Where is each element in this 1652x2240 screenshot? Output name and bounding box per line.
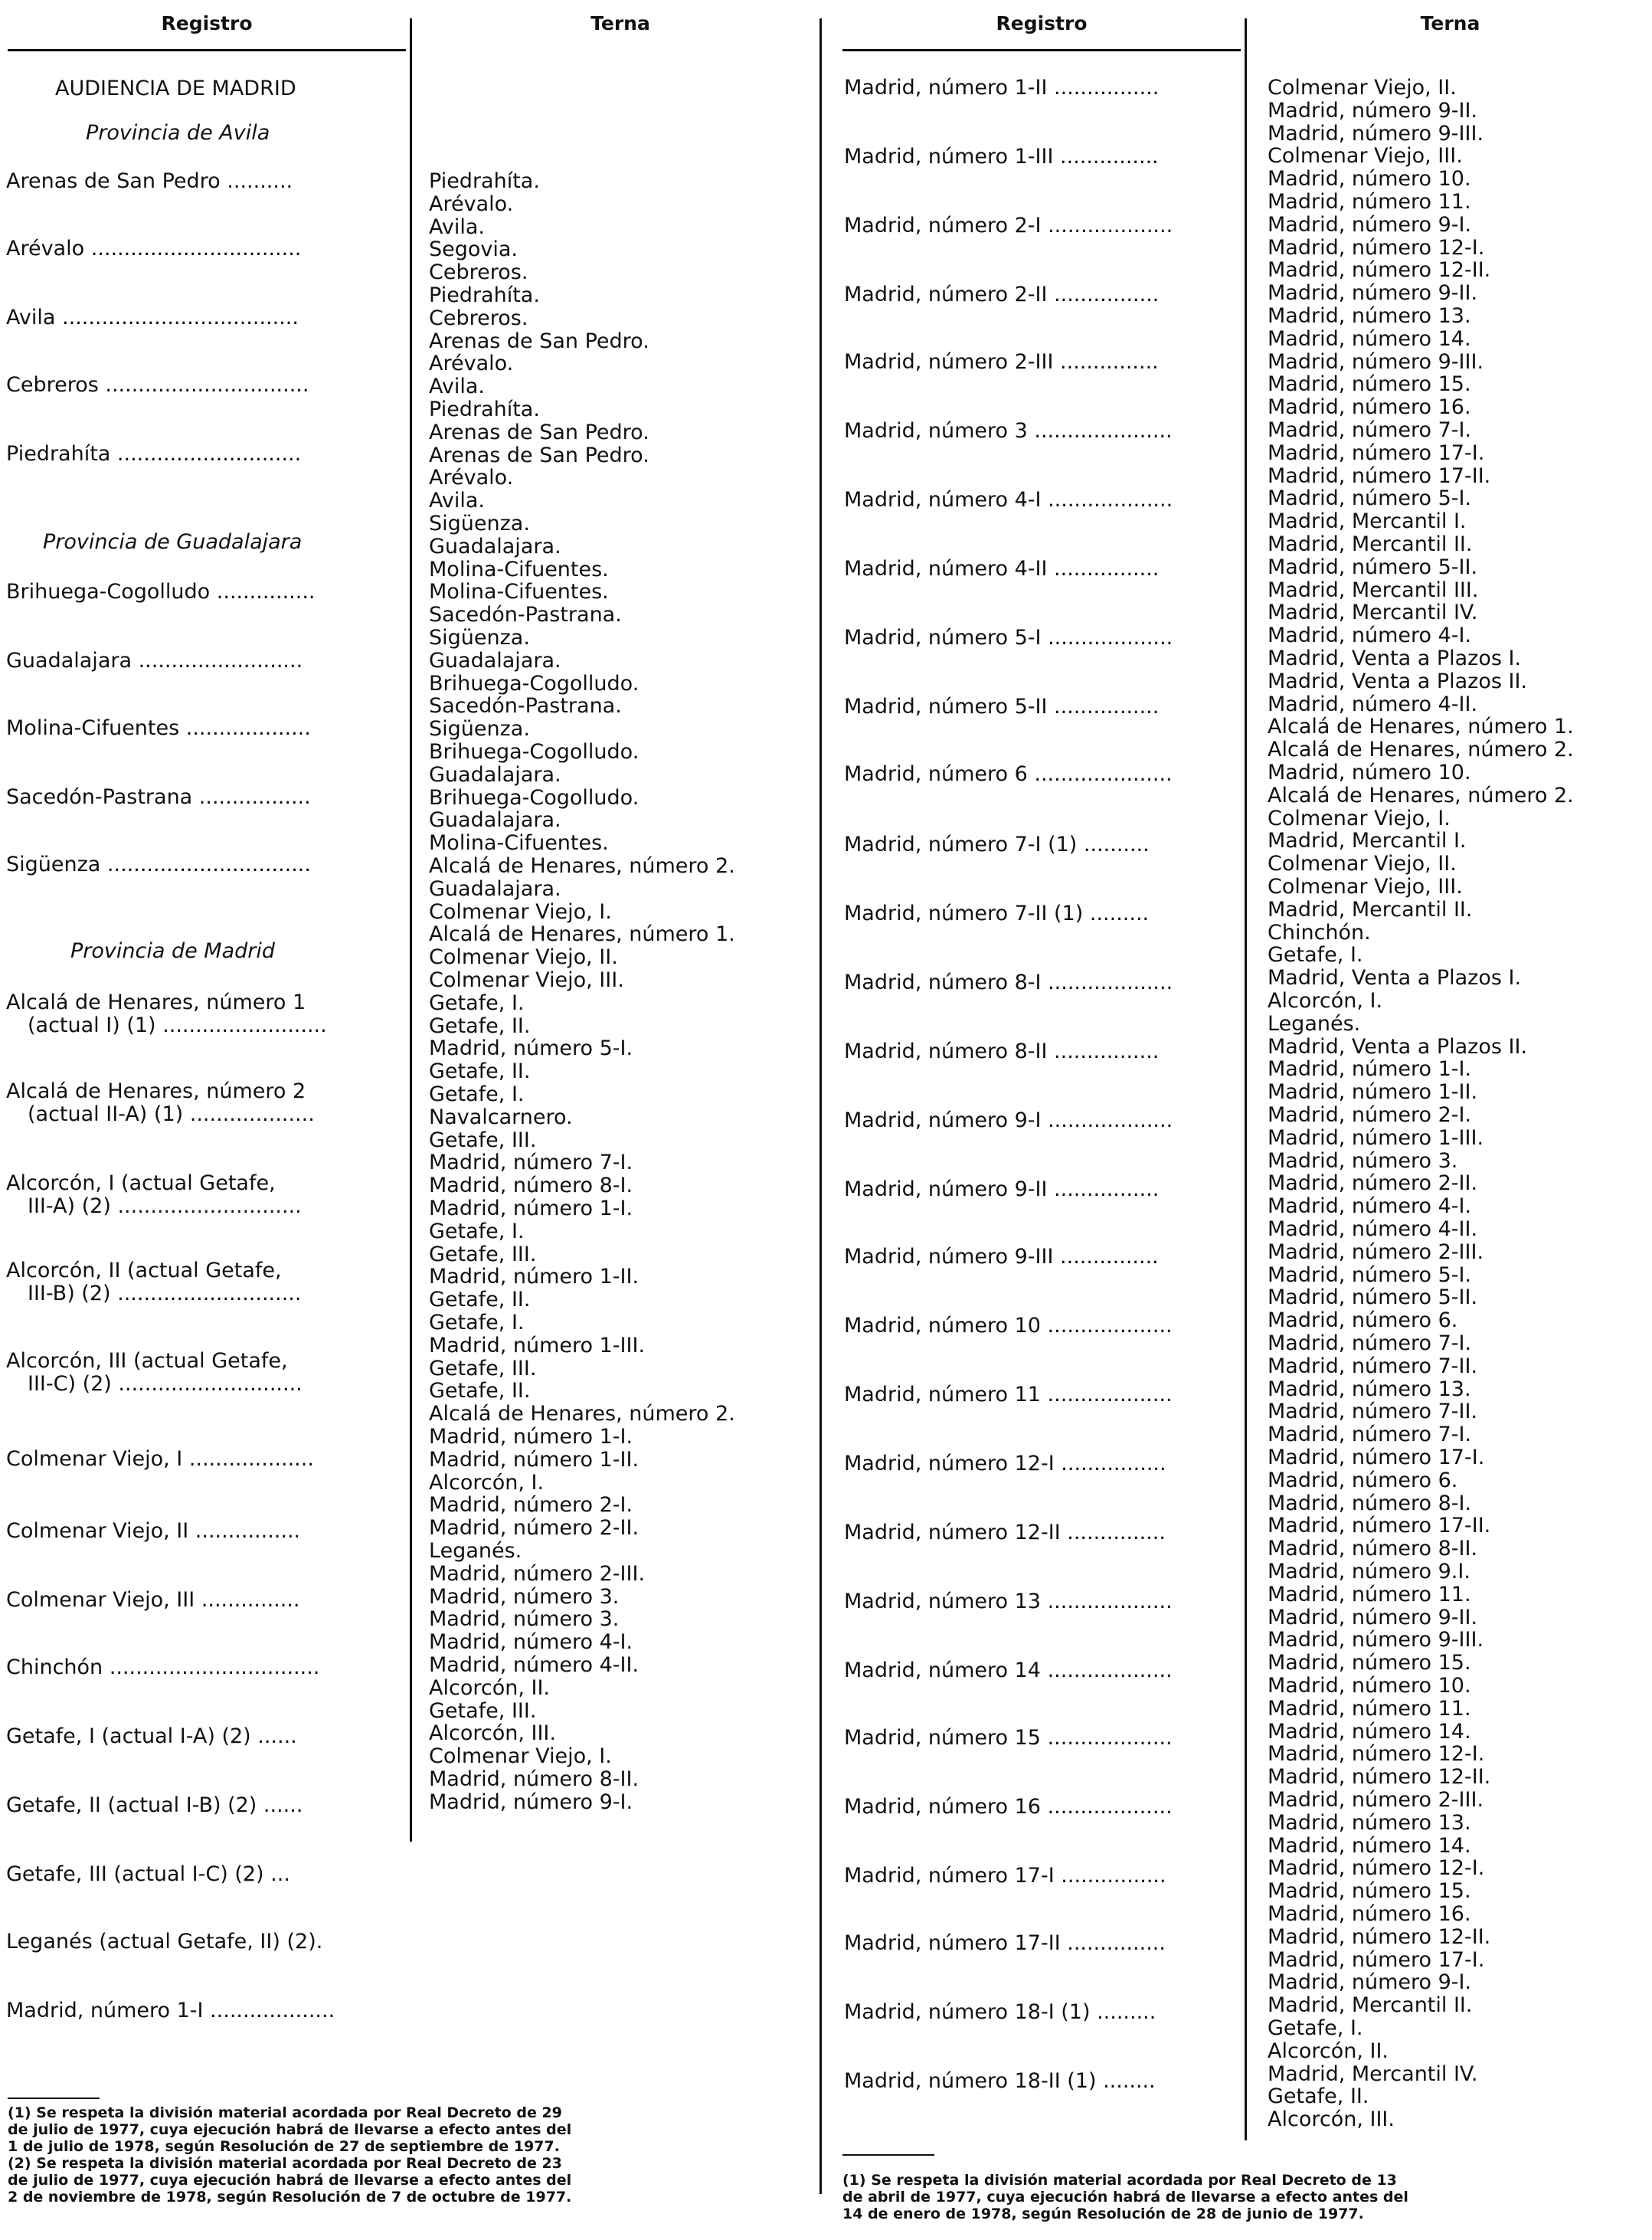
terna-line: Madrid, número 12-II.: [1268, 1765, 1491, 1790]
terna-line: Getafe, I.: [1268, 943, 1363, 968]
terna-line: Madrid, número 11.: [1268, 1582, 1471, 1606]
terna-line: Colmenar Viejo, I.: [1268, 806, 1451, 830]
terna-line: Madrid, número 3.: [429, 1584, 620, 1609]
registro-entry: [844, 833, 1150, 856]
registro-entry: [6, 853, 311, 876]
registro-entry: [6, 170, 293, 193]
registro-line: Madrid, número 1-II ................: [844, 76, 1160, 100]
terna-line: Madrid, número 1-III.: [1268, 1125, 1484, 1150]
registro-entry: [6, 443, 301, 466]
audiencia-title: AUDIENCIA DE MADRID: [55, 77, 296, 100]
registro-entry: [6, 306, 299, 329]
terna-line: Alcorcón, II.: [429, 1675, 550, 1700]
registro-entry: [844, 1796, 1173, 1819]
registro-line: Chinchón ................................: [6, 1655, 320, 1679]
terna-line: Madrid, número 2-II.: [1268, 1171, 1478, 1196]
terna-line: Getafe, III.: [429, 1128, 537, 1152]
column-divider-3: [1245, 18, 1247, 2140]
terna-line: Madrid, número 9-I.: [1268, 1970, 1472, 1995]
terna-line: Brihuega-Cogolludo.: [429, 785, 640, 810]
province-heading-avila: Provincia de Avila: [86, 121, 270, 145]
terna-line: Getafe, I.: [429, 1311, 525, 1335]
registro-line: Arenas de San Pedro ..........: [6, 169, 293, 193]
terna-line: Madrid, número 12-I.: [1268, 235, 1485, 260]
terna-line: Madrid, número 4-I.: [1268, 1194, 1472, 1219]
terna-line: Madrid, número 14.: [1268, 1833, 1471, 1858]
registro-line: Alcorcón, I (actual Getafe,: [6, 1171, 276, 1195]
terna-line: Madrid, número 15.: [1268, 1879, 1471, 1904]
footnote-line: (2) Se respeta la división material acordada por Real Decreto de 23: [8, 2155, 562, 2172]
footnote-line: 2 de noviembre de 1978, según Resolución de 7 de octubre de 1977.: [8, 2189, 572, 2206]
registro-entry: [6, 374, 309, 397]
terna-line: Sacedón-Pastrana.: [429, 694, 622, 719]
terna-line: Madrid, número 10.: [1268, 167, 1471, 192]
registro-line: Brihuega-Cogolludo ...............: [6, 580, 316, 604]
terna-line: Colmenar Viejo, I.: [429, 899, 612, 924]
terna-line: Getafe, II.: [429, 1059, 531, 1084]
terna-line: Madrid, número 6.: [1268, 1468, 1458, 1492]
terna-line: Getafe, II.: [429, 1379, 531, 1403]
registro-line: Madrid, número 13 ...................: [844, 1590, 1173, 1613]
registro-line: Madrid, número 2-III ...............: [844, 350, 1159, 374]
terna-line: Alcalá de Henares, número 1.: [1268, 715, 1574, 739]
terna-line: Madrid, número 1-III.: [429, 1333, 646, 1357]
terna-line: Getafe, III.: [429, 1698, 537, 1723]
registro-line: Madrid, número 7-II (1) .........: [844, 902, 1150, 925]
terna-line: Alcorcón, III.: [429, 1721, 556, 1746]
terna-line: Madrid, número 7-I.: [1268, 1331, 1472, 1355]
registro-line: Madrid, número 9-I ...................: [844, 1109, 1173, 1132]
registro-line: Madrid, número 17-I ................: [844, 1864, 1166, 1888]
terna-line: Brihuega-Cogolludo.: [429, 740, 640, 764]
registro-line: Madrid, número 8-II ................: [844, 1040, 1160, 1063]
registro-entry: [6, 1350, 303, 1396]
terna-line: Madrid, número 14.: [1268, 1719, 1471, 1744]
terna-line: Guadalajara.: [429, 876, 561, 901]
terna-line: Madrid, número 17-I.: [1268, 1947, 1485, 1972]
registro-line: Madrid, número 15 ...................: [844, 1726, 1173, 1750]
terna-line: Madrid, número 1-I.: [429, 1197, 633, 1220]
terna-line: Madrid, Mercantil II.: [1268, 532, 1473, 556]
registro-entry: [6, 1794, 303, 1817]
registro-line: Madrid, número 12-I ................: [844, 1452, 1166, 1475]
registro-line: Madrid, número 10 ...................: [844, 1314, 1173, 1338]
registro-line: Madrid, número 18-I (1) .........: [844, 2000, 1156, 2024]
terna-line: Madrid, número 9-III.: [1268, 121, 1484, 146]
terna-line: Getafe, II.: [429, 1014, 531, 1038]
terna-line: Piedrahíta.: [429, 169, 540, 193]
terna-line: Colmenar Viejo, I.: [429, 1744, 612, 1769]
footnote-line: de julio de 1977, cuya ejecución habrá de llevarse a efecto antes del: [8, 2172, 572, 2189]
footnote-line: 1 de julio de 1978, según Resolución de 27 de septiembre de 1977.: [8, 2138, 560, 2155]
registro-entry: [6, 1931, 322, 1953]
terna-line: Madrid, número 2-I.: [1268, 1103, 1472, 1127]
terna-line: Madrid, número 17-II.: [1268, 463, 1491, 488]
terna-line: Alcalá de Henares, número 2.: [1268, 738, 1574, 762]
terna-line: Madrid, número 2-II.: [429, 1516, 640, 1541]
terna-line: Madrid, Venta a Plazos I.: [1268, 647, 1522, 670]
terna-line: Madrid, número 1-II.: [429, 1265, 640, 1289]
terna-line: Madrid, número 8-II.: [1268, 1537, 1478, 1561]
registro-entry: [844, 1178, 1159, 1201]
terna-line: Colmenar Viejo, III.: [429, 968, 624, 992]
terna-line: Madrid, Venta a Plazos II.: [1268, 669, 1528, 693]
registro-line: Colmenar Viejo, III ...............: [6, 1588, 300, 1612]
left-registro-header: Registro: [161, 12, 253, 34]
registro-line: Madrid, número 18-II (1) ........: [844, 2069, 1156, 2093]
registro-entry: [844, 2070, 1156, 2093]
terna-line: Getafe, I.: [429, 1219, 525, 1243]
header-rule-left: [8, 49, 406, 51]
terna-line: Madrid, número 9-I.: [1268, 212, 1472, 237]
registro-line: Madrid, número 9-III ...............: [844, 1245, 1159, 1269]
registro-line: Madrid, número 9-II ................: [844, 1177, 1160, 1201]
terna-line: Madrid, Mercantil I.: [1268, 829, 1467, 853]
terna-line: Madrid, número 2-III.: [429, 1561, 646, 1586]
terna-line: Alcalá de Henares, número 2.: [429, 854, 735, 878]
terna-line: Arévalo.: [429, 466, 514, 490]
terna-line: Madrid, número 17-II.: [1268, 1514, 1491, 1538]
terna-line: Madrid, número 5-I.: [429, 1036, 633, 1061]
terna-line: Getafe, I.: [429, 1082, 525, 1106]
terna-line: Arévalo.: [429, 192, 514, 216]
registro-line: III-C) (2) ............................: [28, 1372, 303, 1396]
registro-entry: [844, 1246, 1159, 1269]
registro-line: Madrid, número 5-II ................: [844, 695, 1160, 719]
registro-line: Madrid, número 11 ...................: [844, 1383, 1173, 1407]
terna-line: Madrid, número 7-II.: [1268, 1354, 1478, 1378]
terna-line: Madrid, número 3.: [429, 1607, 620, 1632]
terna-line: Colmenar Viejo, III.: [1268, 144, 1463, 169]
header-rule-right: [842, 49, 1241, 51]
terna-line: Molina-Cifuentes.: [429, 580, 609, 604]
registro-line: Madrid, número 16 ...................: [844, 1795, 1173, 1819]
registro-line: Sigüenza ...............................: [6, 853, 311, 876]
registro-line: Madrid, número 4-II ................: [844, 557, 1160, 581]
terna-line: Madrid, número 7-I.: [1268, 1423, 1472, 1447]
registro-entry: [844, 902, 1149, 925]
terna-line: Madrid, número 9-I.: [429, 1790, 633, 1814]
terna-line: Madrid, número 11.: [1268, 1696, 1471, 1721]
province-heading-madrid: Provincia de Madrid: [70, 939, 276, 963]
registro-entry: [844, 1315, 1173, 1338]
terna-line: Madrid, número 1-II.: [1268, 1080, 1478, 1105]
registro-entry: [844, 971, 1173, 994]
terna-line: Madrid, número 8-II.: [429, 1767, 640, 1791]
terna-line: Madrid, número 13.: [1268, 1810, 1471, 1835]
registro-entry: [844, 1932, 1166, 1955]
terna-line: Madrid, número 9-II.: [1268, 281, 1478, 306]
terna-line: Getafe, I.: [429, 991, 525, 1015]
registro-line: Getafe, I (actual I-A) (2) ......: [6, 1724, 297, 1748]
registro-entry: [6, 991, 327, 1037]
registro-entry: [6, 1172, 302, 1218]
terna-line: Madrid, Mercantil II.: [1268, 897, 1473, 922]
registro-line: Madrid, número 6 .....................: [844, 762, 1173, 786]
terna-line: Madrid, Mercantil IV.: [1268, 601, 1478, 625]
terna-line: Madrid, número 5-II.: [1268, 555, 1478, 579]
terna-line: Getafe, III.: [429, 1242, 537, 1266]
terna-line: Molina-Cifuentes.: [429, 831, 609, 856]
registro-entry: [844, 283, 1159, 306]
registro-entry: [6, 1725, 297, 1748]
terna-line: Getafe, II.: [1268, 2084, 1369, 2109]
terna-line: Colmenar Viejo, II.: [429, 945, 618, 970]
registro-line: (actual II-A) (1) ...................: [28, 1102, 315, 1126]
registro-line: Madrid, número 3 .....................: [844, 419, 1173, 443]
terna-line: Madrid, número 16.: [1268, 1902, 1471, 1926]
registro-entry: [844, 77, 1159, 100]
terna-line: Madrid, número 4-II.: [1268, 692, 1478, 716]
registro-entry: [6, 1863, 290, 1886]
terna-line: Madrid, número 13.: [1268, 1377, 1471, 1401]
registro-entry: [844, 627, 1173, 650]
terna-line: Colmenar Viejo, III.: [1268, 875, 1463, 899]
registro-entry: [844, 1109, 1173, 1132]
terna-line: Madrid, número 5-I.: [1268, 486, 1472, 511]
terna-line: Madrid, número 12-II.: [1268, 258, 1491, 283]
terna-line: Madrid, número 8-I.: [429, 1174, 633, 1198]
registro-entry: [844, 558, 1159, 581]
terna-line: Madrid, número 1-I.: [429, 1425, 633, 1449]
registro-entry: [6, 1999, 335, 2022]
registro-line: Getafe, III (actual I-C) (2) ...: [6, 1862, 290, 1886]
footnote-line: de abril de 1977, cuya ejecución habrá de llevarse a efecto antes del: [842, 2189, 1408, 2206]
terna-line: Madrid, número 12-I.: [1268, 1856, 1485, 1881]
terna-line: Sigüenza.: [429, 717, 530, 742]
terna-line: Madrid, número 1-II.: [429, 1447, 640, 1472]
registro-entry: [844, 1452, 1166, 1475]
registro-line: Alcalá de Henares, número 2: [6, 1079, 306, 1103]
terna-line: Brihuega-Cogolludo.: [429, 671, 640, 696]
registro-entry: [844, 420, 1173, 443]
terna-line: Madrid, número 15.: [1268, 1651, 1471, 1675]
registro-entry: [6, 1259, 301, 1305]
registro-entry: [844, 351, 1159, 374]
terna-line: Cebreros.: [429, 260, 528, 285]
right-terna-header: Terna: [1420, 12, 1480, 34]
column-divider-2: [819, 18, 822, 2194]
registro-line: Alcorcón, II (actual Getafe,: [6, 1259, 282, 1282]
terna-line: Madrid, número 12-II.: [1268, 1924, 1491, 1949]
registro-entry: [844, 2001, 1156, 2024]
terna-line: Avila.: [429, 489, 485, 513]
terna-line: Madrid, número 10.: [1268, 761, 1471, 784]
registro-line: Madrid, número 12-II ...............: [844, 1521, 1166, 1544]
terna-line: Arenas de San Pedro.: [429, 420, 649, 444]
terna-line: Sacedón-Pastrana.: [429, 603, 622, 627]
terna-line: Guadalajara.: [429, 808, 561, 833]
terna-line: Madrid, número 13.: [1268, 304, 1471, 328]
registro-entry: [6, 1080, 315, 1126]
registro-line: Arévalo ................................: [6, 237, 302, 260]
terna-line: Guadalajara.: [429, 648, 561, 673]
registro-entry: [844, 1865, 1166, 1888]
terna-line: Leganés.: [1268, 1011, 1361, 1036]
terna-line: Madrid, número 12-I.: [1268, 1742, 1485, 1767]
terna-line: Getafe, I.: [1268, 2016, 1363, 2040]
registro-line: Colmenar Viejo, II ................: [6, 1519, 301, 1543]
registro-line: Cebreros ...............................: [6, 373, 309, 397]
terna-line: Madrid, número 7-I.: [429, 1151, 633, 1175]
registro-entry: [844, 215, 1173, 237]
registro-line: Madrid, número 8-I ...................: [844, 971, 1173, 994]
terna-line: Alcorcón, I.: [429, 1470, 545, 1495]
footnote-rule-right: [842, 2154, 934, 2156]
registro-entry: [6, 1656, 319, 1679]
registro-entry: [844, 1727, 1173, 1750]
terna-line: Piedrahíta.: [429, 283, 540, 307]
terna-line: Madrid, número 3.: [1268, 1148, 1458, 1173]
registro-entry: [6, 1520, 300, 1543]
registro-line: III-B) (2) ............................: [28, 1282, 302, 1305]
terna-line: Madrid, número 9-III.: [1268, 1628, 1484, 1652]
terna-line: Madrid, Mercantil II.: [1268, 1993, 1473, 2018]
registro-line: Alcalá de Henares, número 1: [6, 991, 306, 1014]
registro-line: Madrid, número 1-III ...............: [844, 145, 1159, 169]
registro-line: Colmenar Viejo, I ...................: [6, 1447, 314, 1471]
terna-line: Molina-Cifuentes.: [429, 557, 609, 581]
registro-line: Madrid, número 5-I ...................: [844, 626, 1173, 650]
terna-line: Madrid, número 2-I.: [429, 1493, 633, 1518]
registro-entry: [6, 786, 311, 809]
registro-entry: [6, 650, 303, 673]
terna-line: Madrid, número 15.: [1268, 372, 1471, 397]
footnote-rule-left: [8, 2098, 100, 2099]
terna-line: Arenas de San Pedro.: [429, 329, 649, 353]
registro-entry: [6, 1589, 300, 1612]
footnote-line: (1) Se respeta la división material acordada por Real Decreto de 29: [8, 2104, 562, 2121]
terna-line: Madrid, número 5-I.: [1268, 1262, 1472, 1287]
terna-line: Madrid, número 9-III.: [1268, 349, 1484, 374]
footnote-line: de julio de 1977, cuya ejecución habrá de llevarse a efecto antes del: [8, 2121, 572, 2138]
right-registro-header: Registro: [996, 12, 1088, 34]
registro-line: Madrid, número 17-II ...............: [844, 1931, 1166, 1955]
terna-line: Colmenar Viejo, II.: [1268, 76, 1457, 100]
registro-entry: [844, 1521, 1166, 1544]
terna-line: Madrid, número 9-II.: [1268, 98, 1478, 123]
terna-line: Avila.: [429, 215, 485, 239]
terna-line: Madrid, número 10.: [1268, 1674, 1471, 1698]
registro-line: Madrid, número 1-I ...................: [6, 1999, 335, 2022]
registro-entry: [844, 1590, 1173, 1613]
terna-line: Madrid, número 6.: [1268, 1308, 1458, 1333]
registro-line: Madrid, número 4-I ...................: [844, 488, 1173, 512]
terna-line: Sigüenza.: [429, 626, 530, 650]
registro-line: Getafe, II (actual I-B) (2) ......: [6, 1793, 303, 1817]
left-terna-header: Terna: [590, 12, 650, 34]
terna-line: Madrid, número 8-I.: [1268, 1491, 1472, 1515]
terna-line: Alcorcón, II.: [1268, 2039, 1389, 2063]
terna-line: Madrid, Mercantil III.: [1268, 578, 1479, 602]
registro-line: Madrid, número 2-I ...................: [844, 214, 1173, 237]
registro-line: Guadalajara .........................: [6, 649, 303, 673]
registro-entry: [844, 1384, 1173, 1407]
registro-entry: [6, 581, 316, 604]
registro-line: III-A) (2) ............................: [28, 1194, 302, 1218]
terna-line: Madrid, número 4-II.: [1268, 1217, 1478, 1241]
terna-line: Arévalo.: [429, 352, 514, 376]
registro-line: Leganés (actual Getafe, II) (2).: [6, 1930, 323, 1953]
registro-line: (actual I) (1) .........................: [28, 1014, 327, 1037]
terna-line: Madrid, número 4-I.: [1268, 624, 1472, 648]
terna-line: Getafe, II.: [429, 1288, 531, 1312]
terna-line: Arenas de San Pedro.: [429, 443, 649, 467]
terna-line: Madrid, número 1-I.: [1268, 1057, 1472, 1082]
terna-line: Navalcarnero.: [429, 1105, 573, 1129]
terna-line: Piedrahíta.: [429, 398, 540, 421]
terna-line: Madrid, Mercantil I.: [1268, 509, 1467, 534]
registro-entry: [844, 763, 1173, 786]
terna-line: Alcalá de Henares, número 2.: [1268, 783, 1574, 807]
terna-line: Chinchón.: [1268, 920, 1371, 945]
province-heading-guadalajara: Provincia de Guadalajara: [43, 530, 303, 554]
terna-line: Madrid, número 2-III.: [1268, 1788, 1484, 1812]
terna-line: Alcalá de Henares, número 2.: [429, 1402, 735, 1426]
terna-line: Madrid, número 5-II.: [1268, 1285, 1478, 1310]
registro-entry: [844, 489, 1173, 512]
terna-line: Madrid, Mercantil IV.: [1268, 2062, 1478, 2086]
terna-line: Madrid, número 2-III.: [1268, 1240, 1484, 1264]
terna-line: Madrid, número 16.: [1268, 395, 1471, 420]
registro-entry: [6, 717, 311, 740]
terna-line: Alcorcón, I.: [1268, 989, 1383, 1013]
terna-line: Madrid, número 4-I.: [429, 1630, 633, 1655]
footnote-line: 14 de enero de 1978, según Resolución de 28 de junio de 1977.: [842, 2206, 1364, 2222]
registro-line: Molina-Cifuentes ...................: [6, 716, 311, 740]
registro-entry: [844, 696, 1159, 719]
registro-line: Piedrahíta ............................: [6, 442, 302, 466]
terna-line: Leganés.: [429, 1539, 522, 1563]
terna-line: Madrid, número 9.I.: [1268, 1560, 1470, 1583]
terna-line: Madrid, número 7-I.: [1268, 418, 1472, 442]
registro-entry: [6, 1448, 314, 1471]
terna-line: Madrid, Venta a Plazos II.: [1268, 1034, 1528, 1059]
terna-line: Madrid, número 9-II.: [1268, 1605, 1478, 1629]
terna-line: Madrid, Venta a Plazos I.: [1268, 966, 1522, 991]
terna-line: Alcorcón, III.: [1268, 2107, 1395, 2132]
terna-line: Madrid, número 11.: [1268, 190, 1471, 214]
registro-line: Sacedón-Pastrana .................: [6, 785, 311, 809]
registro-entry: [6, 237, 301, 260]
terna-line: Sigüenza.: [429, 512, 530, 535]
terna-line: Guadalajara.: [429, 762, 561, 787]
registro-line: Alcorcón, III (actual Getafe,: [6, 1349, 288, 1373]
terna-line: Madrid, número 17-I.: [1268, 1446, 1485, 1469]
registro-entry: [844, 1040, 1159, 1063]
column-divider-1: [410, 18, 412, 1842]
registro-line: Madrid, número 2-II ................: [844, 283, 1160, 306]
terna-line: Getafe, III.: [429, 1356, 537, 1380]
terna-line: Madrid, número 7-II.: [1268, 1400, 1478, 1424]
terna-line: Cebreros.: [429, 306, 528, 330]
registro-line: Madrid, número 14 ...................: [844, 1659, 1173, 1682]
terna-line: Alcalá de Henares, número 1.: [429, 922, 735, 947]
terna-line: Segovia.: [429, 237, 518, 262]
footnote-line: (1) Se respeta la división material acordada por Real Decreto de 13: [842, 2172, 1397, 2189]
terna-line: Madrid, número 17-I.: [1268, 440, 1485, 465]
terna-line: Madrid, número 14.: [1268, 326, 1471, 351]
terna-line: Madrid, número 4-II.: [429, 1653, 640, 1677]
registro-entry: [844, 1659, 1173, 1682]
registro-entry: [844, 146, 1159, 169]
registro-line: Madrid, número 7-I (1) ..........: [844, 833, 1150, 856]
registro-line: Avila ....................................: [6, 306, 299, 329]
terna-line: Guadalajara.: [429, 534, 561, 558]
terna-line: Colmenar Viejo, II.: [1268, 852, 1457, 876]
terna-line: Avila.: [429, 375, 485, 399]
